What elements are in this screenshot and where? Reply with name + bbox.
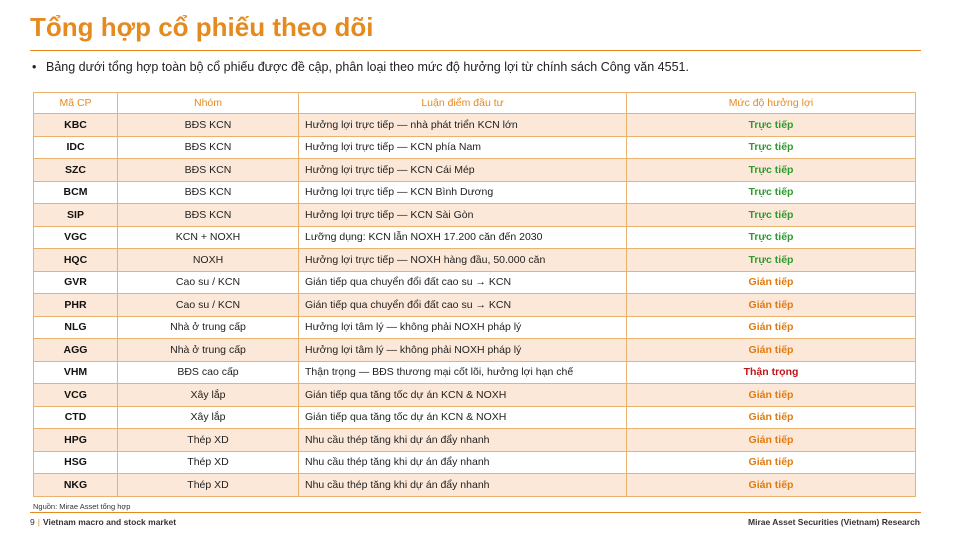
table-row [34,406,916,429]
stock-code-cell: NKG [34,474,118,497]
benefit-level-cell: Gián tiếp [627,294,916,317]
benefit-level-cell: Gián tiếp [627,384,916,407]
thesis-cell: Thận trọng — BĐS thương mại cốt lõi, hưởng lợi hạn chế [299,361,627,384]
thesis-cell: Hưởng lợi trực tiếp — nhà phát triển KCN lớn [299,114,627,137]
thesis-cell: Hưởng lợi trực tiếp — KCN Sài Gòn [299,204,627,227]
group-cell: BĐS KCN [118,204,299,227]
benefit-level-cell: Gián tiếp [627,406,916,429]
group-cell: KCN + NOXH [118,226,299,249]
intro-paragraph [32,60,689,74]
stock-code-cell: IDC [34,136,118,159]
thesis-cell: Nhu cầu thép tăng khi dự án đẩy nhanh [299,474,627,497]
group-cell: Nhà ở trung cấp [118,316,299,339]
table-row [34,114,916,137]
group-cell: Xây lắp [118,406,299,429]
header-code: Mã CP [34,93,118,114]
thesis-cell: Hưởng lợi trực tiếp — NOXH hàng đầu, 50.000 căn [299,249,627,272]
page-title: Tổng hợp cổ phiếu theo dõi [30,12,374,42]
stock-code-cell: VHM [34,361,118,384]
table-row [34,451,916,474]
table-body [34,114,916,497]
bullet-icon: • [32,60,37,74]
benefit-level-cell: Trực tiếp [627,136,916,159]
benefit-level-cell: Gián tiếp [627,339,916,362]
table-row [34,136,916,159]
stock-code-cell: VGC [34,226,118,249]
table-row [34,361,916,384]
table-header-row [34,93,916,114]
benefit-level-cell: Gián tiếp [627,429,916,452]
source-note: Nguồn: Mirae Asset tổng hợp [33,502,131,511]
thesis-cell: Hưởng lợi trực tiếp — KCN phía Nam [299,136,627,159]
table-row [34,294,916,317]
table-row [34,181,916,204]
stock-code-cell: HSG [34,451,118,474]
benefit-level-cell: Trực tiếp [627,226,916,249]
thesis-cell: Hưởng lợi trực tiếp — KCN Bình Dương [299,181,627,204]
benefit-level-cell: Trực tiếp [627,249,916,272]
table-row [34,316,916,339]
group-cell: Thép XD [118,429,299,452]
benefit-level-cell: Trực tiếp [627,181,916,204]
stock-code-cell: GVR [34,271,118,294]
footer-divider [30,512,921,513]
benefit-level-cell: Gián tiếp [627,451,916,474]
thesis-cell: Nhu cầu thép tăng khi dự án đẩy nhanh [299,429,627,452]
group-cell: Xây lắp [118,384,299,407]
stock-code-cell: SZC [34,159,118,182]
table-row [34,249,916,272]
stock-code-cell: HPG [34,429,118,452]
stock-code-cell: HQC [34,249,118,272]
header-thesis: Luận điểm đầu tư [299,93,627,114]
table-row [34,429,916,452]
benefit-level-cell: Gián tiếp [627,271,916,294]
stock-code-cell: AGG [34,339,118,362]
intro-text: Bảng dưới tổng hợp toàn bộ cổ phiếu được đề cập, phân loại theo mức độ hưởng lợi từ chính sách Công văn 4551. [46,60,689,74]
table-row [34,271,916,294]
benefit-level-cell: Gián tiếp [627,474,916,497]
table-row [34,204,916,227]
page-number: 9 [30,517,35,527]
stock-table [33,92,916,497]
thesis-cell: Lưỡng dụng: KCN lẫn NOXH 17.200 căn đến 2030 [299,226,627,249]
table-row [34,384,916,407]
group-cell: BĐS KCN [118,159,299,182]
thesis-cell: Gián tiếp qua chuyển đổi đất cao su → KCN [299,294,627,317]
stock-code-cell: VCG [34,384,118,407]
benefit-level-cell: Gián tiếp [627,316,916,339]
thesis-cell: Nhu cầu thép tăng khi dự án đẩy nhanh [299,451,627,474]
group-cell: Cao su / KCN [118,294,299,317]
table-row [34,339,916,362]
table-row [34,474,916,497]
group-cell: Thép XD [118,451,299,474]
stock-code-cell: BCM [34,181,118,204]
thesis-cell: Hưởng lợi tâm lý — không phải NOXH pháp lý [299,339,627,362]
group-cell: BĐS KCN [118,114,299,137]
footer-separator: | [37,517,40,527]
footer-left [30,517,176,527]
stock-code-cell: CTD [34,406,118,429]
benefit-level-cell: Trực tiếp [627,159,916,182]
group-cell: BĐS cao cấp [118,361,299,384]
group-cell: Nhà ở trung cấp [118,339,299,362]
benefit-level-cell: Trực tiếp [627,204,916,227]
group-cell: NOXH [118,249,299,272]
group-cell: BĐS KCN [118,136,299,159]
thesis-cell: Gián tiếp qua tăng tốc dự án KCN & NOXH [299,406,627,429]
header-benefit-level: Mức độ hưởng lợi [627,93,916,114]
table-row [34,159,916,182]
group-cell: Thép XD [118,474,299,497]
group-cell: BĐS KCN [118,181,299,204]
title-divider [30,50,921,51]
group-cell: Cao su / KCN [118,271,299,294]
thesis-cell: Gián tiếp qua chuyển đổi đất cao su → KCN [299,271,627,294]
table-row [34,226,916,249]
benefit-level-cell: Trực tiếp [627,114,916,137]
footer-company: Mirae Asset Securities (Vietnam) Research [748,517,920,527]
footer-publication: Vietnam macro and stock market [42,517,177,527]
stock-code-cell: NLG [34,316,118,339]
thesis-cell: Gián tiếp qua tăng tốc dự án KCN & NOXH [299,384,627,407]
thesis-cell: Hưởng lợi tâm lý — không phải NOXH pháp lý [299,316,627,339]
header-group: Nhóm [118,93,299,114]
benefit-level-cell: Thận trọng [627,361,916,384]
stock-code-cell: PHR [34,294,118,317]
thesis-cell: Hưởng lợi trực tiếp — KCN Cái Mép [299,159,627,182]
stock-code-cell: SIP [34,204,118,227]
stock-code-cell: KBC [34,114,118,137]
